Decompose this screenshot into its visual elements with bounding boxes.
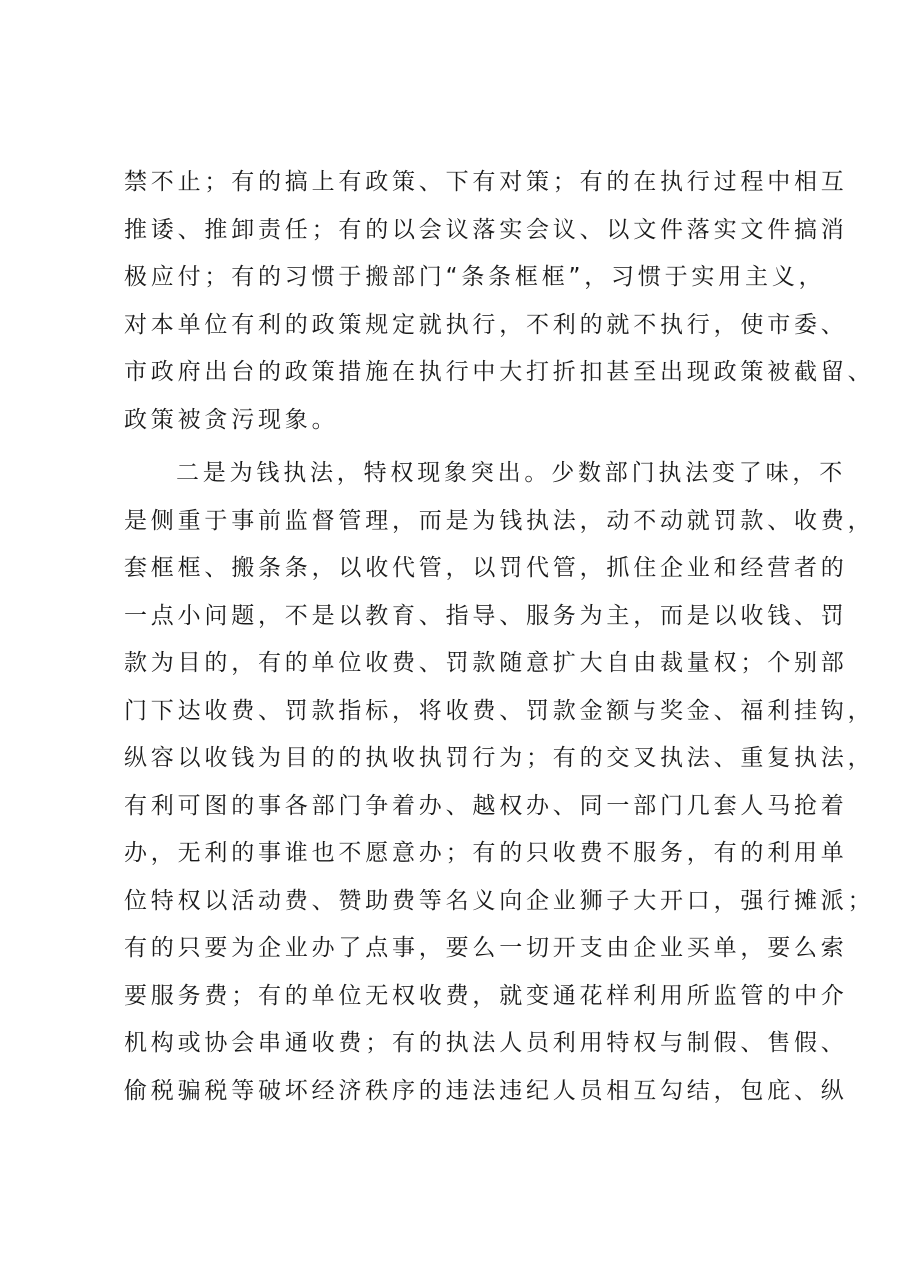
text-line: 一点小问题，不是以教育、指导、服务为主，而是以收钱、罚 <box>124 602 848 629</box>
text-line: 有利可图的事各部门争着办、越权办、同一部门几套人马抢着 <box>124 792 848 819</box>
text-line: 偷税骗税等破坏经济秩序的违法违纪人员相互勾结，包庇、纵 <box>124 1077 848 1104</box>
text-line: 款为目的，有的单位收费、罚款随意扩大自由裁量权；个别部 <box>124 650 848 676</box>
text-line: 对本单位有利的政策规定就执行，不利的就不执行，使市委、 <box>124 311 848 338</box>
paragraph-first-line: 二是为钱执法，特权现象突出。少数部门执法变了味，不 <box>176 460 846 486</box>
text-line: 套框框、搬条条，以收代管，以罚代管，抓住企业和经营者的 <box>124 555 848 581</box>
text-line: 极应付；有的习惯于搬部门“条条框框”，习惯于实用主义， <box>124 264 826 290</box>
text-line: 办，无利的事谁也不愿意办；有的只收费不服务，有的利用单 <box>124 840 848 866</box>
text-line: 政策被贪污现象。 <box>124 406 339 433</box>
text-line: 机构或协会串通收费；有的执法人员利用特权与制假、售假、 <box>124 1030 848 1056</box>
text-line: 要服务费；有的单位无权收费，就变通花样利用所监管的中介 <box>124 982 848 1009</box>
text-line: 位特权以活动费、赞助费等名义向企业狮子大开口，强行摊派； <box>124 887 875 914</box>
text-line: 市政府出台的政策措施在执行中大打折扣甚至出现政策被截留、 <box>124 359 875 385</box>
text-line: 有的只要为企业办了点事，要么一切开支由企业买单，要么索 <box>124 935 848 961</box>
text-line: 禁不止；有的搞上有政策、下有对策；有的在执行过程中相互 <box>124 169 848 195</box>
text-line: 是侧重于事前监督管理，而是为钱执法，动不动就罚款、收费， <box>124 507 875 534</box>
text-line: 推诿、推卸责任；有的以会议落实会议、以文件落实文件搞消 <box>124 216 848 243</box>
text-line: 纵容以收钱为目的的执收执罚行为；有的交叉执法、重复执法， <box>124 745 875 771</box>
text-line: 门下达收费、罚款指标，将收费、罚款金额与奖金、福利挂钩， <box>124 697 875 724</box>
body-text <box>124 159 875 1115</box>
